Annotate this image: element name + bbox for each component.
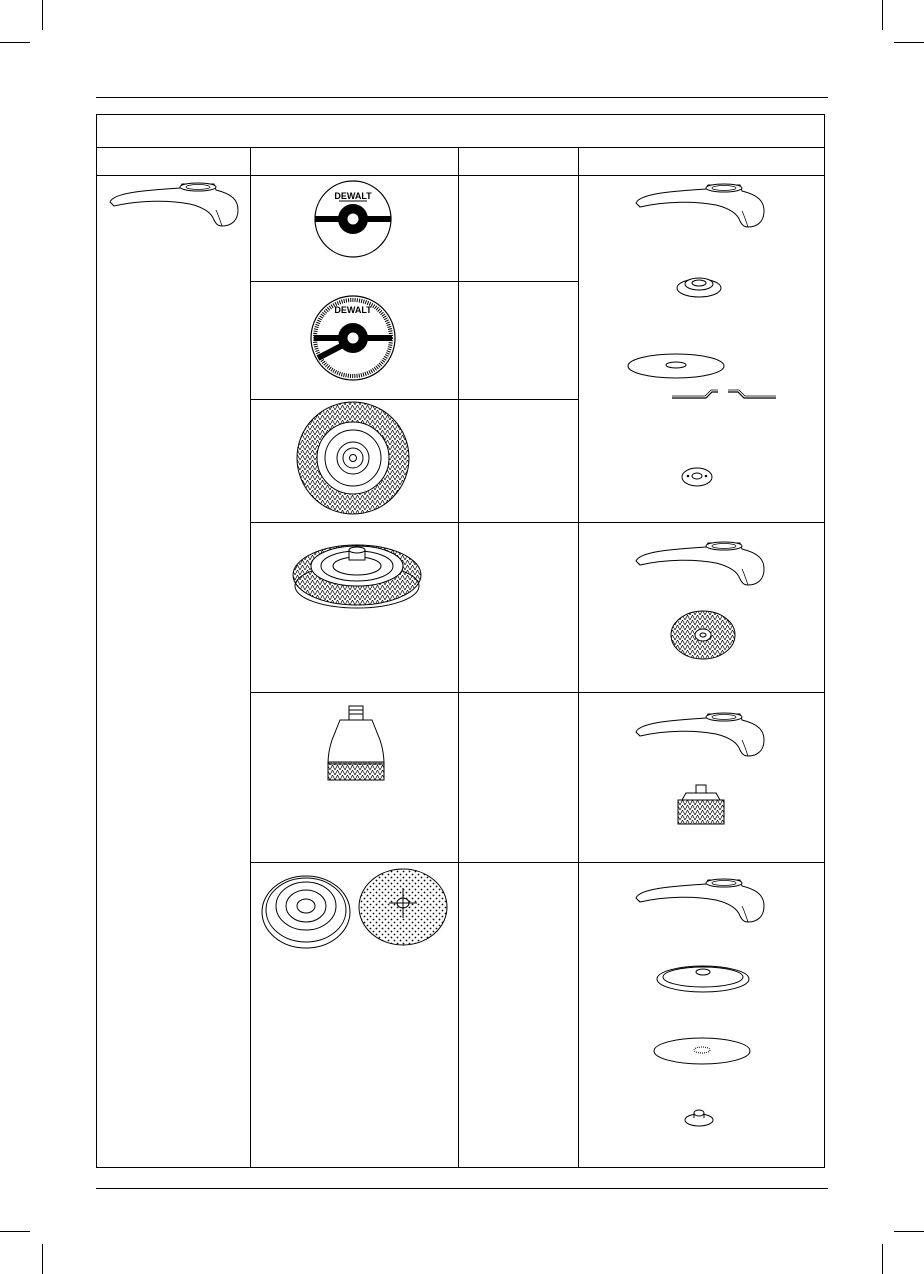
segmented-wheel-icon — [311, 296, 395, 380]
svg-text:DEWALT: DEWALT — [334, 191, 372, 201]
guard-icon — [636, 542, 764, 585]
sanding-disc-side-icon — [654, 1038, 750, 1064]
guard-icon — [636, 879, 764, 922]
sanding-disc-icon — [359, 869, 447, 945]
clamp-nut-icon — [685, 1110, 713, 1126]
guard-icon — [110, 183, 238, 226]
backing-pad-side-icon — [657, 966, 749, 992]
cup-brush-icon — [328, 706, 384, 780]
threaded-wire-wheel-icon — [293, 545, 421, 608]
backing-flange-icon — [677, 278, 721, 297]
wheel-side-icon — [628, 354, 776, 398]
svg-text:DEWALT: DEWALT — [334, 305, 372, 315]
guard-icon — [636, 713, 764, 756]
wire-wheel-icon — [671, 611, 735, 659]
wire-wheel-icon — [297, 402, 409, 514]
cutting-wheel-icon — [315, 181, 391, 257]
guard-icon — [636, 184, 764, 227]
cup-brush-icon — [678, 785, 724, 824]
lock-nut-icon — [682, 468, 712, 486]
backing-pad-icon — [262, 876, 350, 948]
